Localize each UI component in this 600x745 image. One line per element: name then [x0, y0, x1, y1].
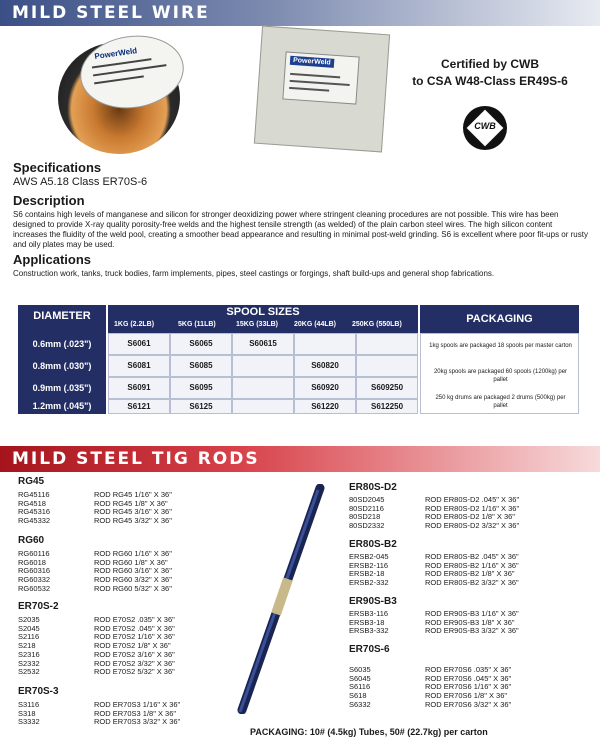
size-header: 1KG (2.2LB): [114, 321, 155, 328]
tig-rod-description: ROD ER90S-B3 1/16" X 36": [425, 609, 519, 618]
table-cell: [294, 333, 356, 355]
cwb-logo-icon: [463, 106, 507, 150]
tig-rod-code: S6035: [349, 665, 371, 674]
wire-spool-image: [58, 36, 186, 158]
certification-text: [400, 56, 580, 90]
packaging-note: 20kg spools are packaged 60 spools (1200kg) per pallet: [433, 369, 568, 383]
row-diameter: 1.2mm (.045"): [18, 399, 106, 414]
tig-group-title: ER90S-B3: [349, 596, 397, 607]
tig-rod-code: 80SD2045: [349, 495, 385, 504]
spool-sizes-title: SPOOL SIZES: [226, 306, 300, 318]
tig-rod-code: S6332: [349, 699, 371, 709]
tig-rod-code: ERSB2-045: [349, 552, 389, 561]
tig-rod-description: ROD ER80S-D2 1/16" X 36": [425, 503, 520, 513]
packaging-notes: [420, 333, 579, 414]
specifications-heading: Specifications: [13, 160, 102, 175]
tig-rod-description: ROD ER70S3 1/16" X 36": [94, 700, 181, 709]
tig-rod-code: RG4518: [18, 498, 46, 508]
table-cell: S60615: [232, 333, 294, 355]
tig-rod-description: ROD RG60 5/32" X 36": [94, 583, 172, 593]
tig-rod-code: ERSB2-332: [349, 578, 389, 588]
tig-rod-description: ROD ER70S3 1/8" X 36": [94, 708, 177, 718]
tig-rod-description: ROD ER70S6 .035" X 36": [425, 665, 512, 674]
spool-label-line: [94, 75, 144, 84]
description-heading: Description: [13, 193, 85, 208]
tig-group-title: ER70S-3: [18, 686, 59, 697]
tig-rod-code: 80SD2332: [349, 521, 385, 531]
tig-rod-code: ERSB3-332: [349, 626, 389, 636]
tig-rod-code: S318: [18, 708, 36, 718]
tig-rod-code: RG45116: [18, 490, 50, 499]
table-cell: [232, 377, 294, 399]
table-cell: S6091: [108, 377, 170, 399]
tig-rod-code: RG60316: [18, 566, 51, 576]
tig-rod-description: ROD ER80S-B2 1/8" X 36": [425, 569, 515, 579]
tig-group-title: RG45: [18, 476, 45, 487]
tig-group-title: ER70S-2: [18, 601, 59, 612]
table-cell: S6125: [170, 399, 232, 414]
row-diameter: 0.8mm (.030"): [18, 355, 106, 377]
applications-heading: Applications: [13, 252, 92, 267]
size-header: 5KG (11LB): [178, 321, 216, 328]
table-cell: S6095: [170, 377, 232, 399]
tig-rod-code: 80SD218: [349, 512, 381, 522]
tig-rod-image: [232, 484, 332, 714]
wire-banner-title: MILD STEEL WIRE: [12, 3, 210, 23]
tig-rod-description: ROD E70S2 1/8" X 36": [94, 641, 171, 651]
tig-rod-description: ROD E70S2 1/16" X 36": [94, 632, 175, 642]
cert-line-1: Certified by CWB: [440, 57, 539, 71]
tig-rod-code: ERSB2-18: [349, 569, 385, 579]
table-cell: [356, 333, 418, 355]
tig-rod-description: ROD E70S2 .035" X 36": [94, 615, 175, 624]
table-cell: S609250: [356, 377, 418, 399]
row-diameter: 0.6mm (.023"): [18, 333, 106, 355]
box-label-line: [289, 87, 329, 92]
tig-rod-code: RG60532: [18, 583, 51, 593]
tig-packaging-footer: PACKAGING: 10# (4.5kg) Tubes, 50# (22.7kg) per carton: [250, 727, 488, 737]
tig-rod-description: ROD ER80S-B2 .045" X 36": [425, 552, 519, 561]
tig-rod-code: S2316: [18, 649, 40, 659]
applications-text: Construction work, tanks, truck bodies, farm implements, pipes, steel castings or forgings, shaft build-ups and general shop fabrications.: [13, 269, 495, 278]
spool-brand: PowerWeld: [93, 46, 138, 62]
wire-banner: [0, 0, 600, 26]
tig-rod-code: RG6018: [18, 557, 46, 567]
tig-rod-description: ROD ER90S-B3 1/8" X 36": [425, 617, 515, 627]
table-cell: S6065: [170, 333, 232, 355]
tig-rod-description: ROD ER90S-B3 3/32" X 36": [425, 626, 519, 636]
tig-rod-description: ROD ER70S3 3/32" X 36": [94, 717, 181, 727]
tig-group-title: ER70S-6: [349, 644, 390, 655]
packaging-note: 1kg spools are packaged 18 spools per master carton: [429, 343, 572, 349]
tig-rod-code: ERSB2-116: [349, 560, 389, 570]
table-cell: S6061: [108, 333, 170, 355]
tig-rod-description: ROD E70S2 5/32" X 36": [94, 667, 175, 677]
row-diameter: 0.9mm (.035"): [18, 377, 106, 399]
tig-rod-description: ROD RG60 1/8" X 36": [94, 557, 168, 567]
tig-rod-description: ROD ER80S-B2 3/32" X 36": [425, 578, 519, 588]
table-cell: [232, 355, 294, 377]
tig-rod-code: S6045: [349, 673, 371, 683]
tig-rod-code: S3332: [18, 717, 40, 727]
tig-rod-description: ROD E70S2 .045" X 36": [94, 623, 175, 633]
table-cell: [232, 399, 294, 414]
tig-rod-description: ROD ER70S6 1/8" X 36": [425, 691, 508, 701]
box-label-line: [290, 80, 350, 86]
specifications-text: AWS A5.18 Class ER70S-6: [13, 176, 148, 188]
tig-rod-description: ROD RG45 1/8" X 36": [94, 498, 168, 508]
table-cell: S60820: [294, 355, 356, 377]
tig-banner-title: MILD STEEL TIG RODS: [12, 449, 260, 469]
tig-rod-code: S2332: [18, 658, 40, 668]
tig-rod-description: ROD ER80S-D2 .045" X 36": [425, 495, 520, 504]
tig-group-title: RG60: [18, 535, 45, 546]
table-cell: S6085: [170, 355, 232, 377]
tig-rod-code: 80SD2116: [349, 503, 384, 513]
tig-rod-description: ROD RG45 1/16" X 36": [94, 490, 172, 499]
tig-rod-description: ROD RG60 3/32" X 36": [94, 575, 172, 585]
table-cell: S61220: [294, 399, 356, 414]
tig-rod-code: RG45332: [18, 516, 51, 526]
size-header: 15KG (33LB): [236, 321, 279, 328]
tig-rod-code: RG60116: [18, 549, 50, 558]
box-brand: PowerWeld: [290, 56, 334, 68]
wire-box-image: [258, 30, 386, 148]
table-cell: S6081: [108, 355, 170, 377]
tig-rod-description: ROD ER80S-D2 3/32" X 36": [425, 521, 520, 531]
spool-size-table: [18, 305, 579, 414]
tig-rod-code: S2116: [18, 632, 40, 642]
tig-rod-description: ROD E70S2 3/32" X 36": [94, 658, 175, 668]
tig-rod-description: ROD ER70S6 3/32" X 36": [425, 699, 512, 709]
cert-line-2: to CSA W48-Class ER49S-6: [412, 74, 568, 88]
tig-rod-code: S2035: [18, 615, 40, 624]
tig-rod-description: ROD E70S2 3/16" X 36": [94, 649, 175, 659]
tig-rod-code: RG45316: [18, 507, 51, 517]
tig-rod-code: S2045: [18, 623, 40, 633]
tig-rod-description: ROD RG60 3/16" X 36": [94, 566, 172, 576]
tig-group-title: ER80S-B2: [349, 539, 397, 550]
tig-rod-description: ROD ER70S6 1/16" X 36": [425, 682, 512, 692]
tig-rod-code: S3116: [18, 700, 40, 709]
tig-rod-code: S2532: [18, 667, 40, 677]
tig-rod-description: ROD RG45 3/32" X 36": [94, 516, 172, 526]
cwb-logo-text: CWB: [474, 121, 496, 131]
packaging-note: 250 kg drums are packaged 2 drums (500kg) per pallet: [435, 395, 566, 409]
tig-rod-description: ROD ER80S-B2 1/16" X 36": [425, 560, 519, 570]
tig-rod-description: ROD RG45 3/16" X 36": [94, 507, 172, 517]
tig-rod-code: S218: [18, 641, 36, 651]
size-header: 250KG (550LB): [352, 321, 402, 328]
tig-rod-code: ERSB3-116: [349, 609, 389, 618]
table-cell: [356, 355, 418, 377]
table-cell: S612250: [356, 399, 418, 414]
tig-rod-code: RG60332: [18, 575, 51, 585]
tig-rod-code: S618: [349, 691, 367, 701]
table-cell: S60920: [294, 377, 356, 399]
table-cell: S6121: [108, 399, 170, 414]
box-label-line: [290, 73, 340, 78]
tig-rod-description: ROD ER80S-D2 1/8" X 36": [425, 512, 515, 522]
tig-rod-description: ROD RG60 1/16" X 36": [94, 549, 172, 558]
tig-group-title: ER80S-D2: [349, 482, 397, 493]
spool-sizes-header: [108, 305, 418, 333]
packaging-header: PACKAGING: [420, 305, 579, 333]
size-header: 20KG (44LB): [294, 321, 337, 328]
diameter-header: DIAMETER: [18, 305, 106, 333]
description-text: S6 contains high levels of manganese and silicon for stronger deoxidizing power where stringent cleaning procedures are not possible. This wire has been designed to provide X-ray quality porosity-free welds and the highest tensile strength (as welded) of the plain carbon steel wires. The high silicon content increases the fluidity of the weld pool, creating a smoother bead appearance and resulting in minimal post-weld grinding. S6 is excellent where poor fit-ups or rusty and oily plates may be used.: [13, 210, 588, 249]
tig-rod-code: S6116: [349, 682, 371, 692]
tig-rod-code: ERSB3-18: [349, 617, 385, 627]
tig-rod-description: ROD ER70S6 .045" X 36": [425, 673, 512, 683]
tig-banner: [0, 446, 600, 472]
rod-label: [276, 579, 288, 614]
box-label: [282, 51, 359, 104]
